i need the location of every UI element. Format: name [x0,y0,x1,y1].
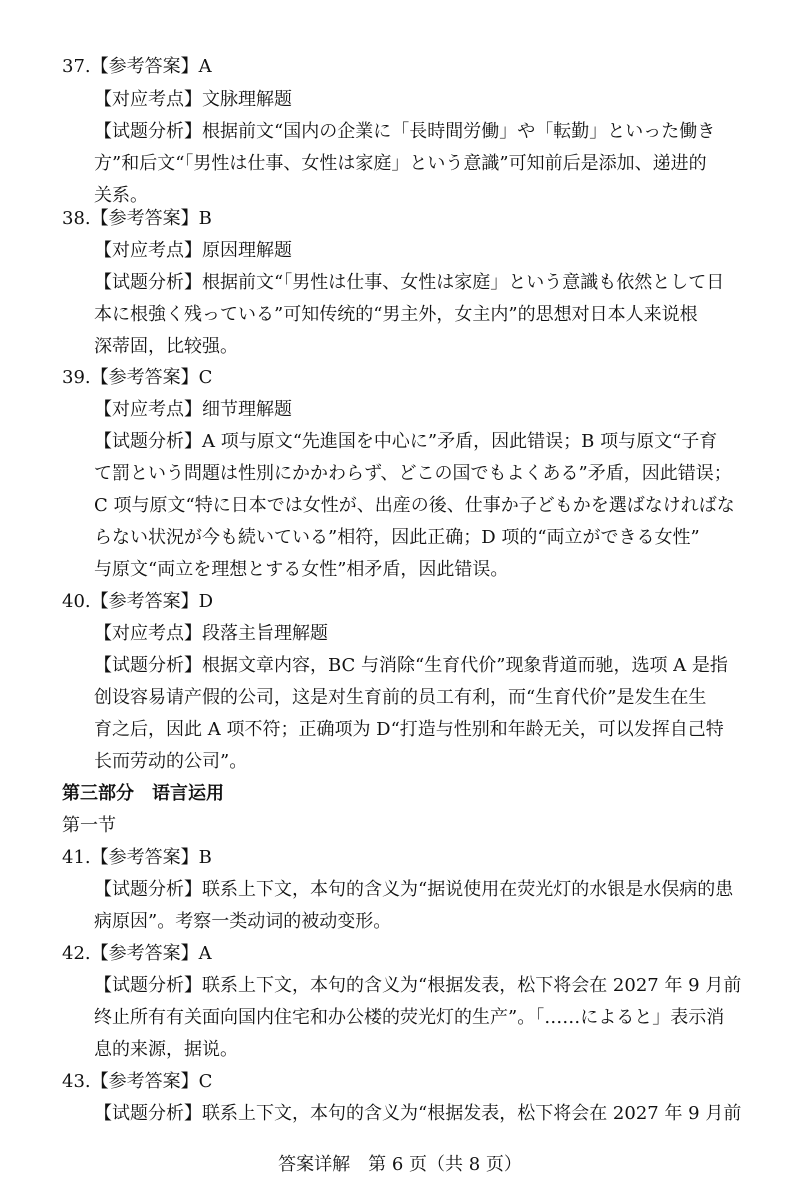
q37-header [62,55,212,79]
q41-number: 41. [62,847,91,868]
q40-analysis-line: 创设容易请产假的公司，这是对生育前的员工有利，而“生育代价”是发生在生 [94,687,707,708]
q40-header [62,590,213,614]
q42-analysis-line: 【试题分析】联系上下文，本句的含义为“根据发表，松下将会在 2027 年 9 月前 [94,975,742,996]
q39-point: 【对应考点】细节理解题 [94,399,292,420]
q38-answer: 【参考答案】B [90,208,212,229]
q37-analysis-line: 方”和后文“「男性は仕事、女性は家庭」という意識”可知前后是添加、递进的 [94,153,707,174]
q38-header [62,207,212,231]
q40-analysis-line: 长而劳动的公司”。 [94,751,248,772]
q37-analysis-line: 关系。 [94,185,148,206]
q38-analysis-line: 【试题分析】根据前文“「男性は仕事、女性は家庭」という意識も依然として日 [94,272,725,293]
q39-number: 39. [62,367,91,388]
q42-number: 42. [62,943,91,964]
q41-analysis-line: 病原因”。考察一类动词的被动变形。 [94,911,392,932]
page-footer: 答案详解 第 6 页（共 8 页） [278,1154,522,1175]
q38-analysis-line: 本に根強く残っている”可知传统的“男主外，女主内”的思想对日本人来说根 [94,304,698,325]
q39-analysis-line: C 项与原文“特に日本では女性が、出産の後、仕事か子どもかを選ばなければな [94,495,735,516]
q41-analysis-line: 【试题分析】联系上下文，本句的含义为“据说使用在荧光灯的水银是水俣病的患 [94,879,734,900]
q39-analysis-line: 【试题分析】A 项与原文“先進国を中心に”矛盾，因此错误；B 项与原文“子育 [94,431,718,452]
section-subtitle: 第一节 [62,815,116,836]
q38-point: 【对应考点】原因理解题 [94,240,292,261]
q39-header [62,366,212,390]
q40-point: 【对应考点】段落主旨理解题 [94,623,328,644]
q40-analysis-line: 育之后，因此 A 项不符；正确项为 D“打造与性别和年龄无关，可以发挥自己特 [94,719,724,740]
q43-answer: 【参考答案】C [90,1071,213,1092]
section-title: 第三部分 语言运用 [62,783,224,804]
q42-header [62,942,212,966]
q37-point: 【对应考点】文脉理解题 [94,89,292,110]
q39-analysis-line: て罰という問題は性別にかかわらず、どこの国でもよくある”矛盾，因此错误； [94,463,732,484]
q40-number: 40. [62,591,91,612]
q43-header [62,1070,212,1094]
q39-analysis-line: 与原文“両立を理想とする女性”相矛盾，因此错误。 [94,559,509,580]
q39-analysis-line: らない状況が今も続いている”相符，因此正确；D 项的“両立ができる女性” [94,527,700,548]
q37-answer: 【参考答案】A [90,56,212,77]
q37-analysis-line: 【试题分析】根据前文“国内の企業に「長時間労働」や「転勤」といった働き [94,121,716,142]
q37-number: 37. [62,56,91,77]
q41-answer: 【参考答案】B [90,847,212,868]
q42-analysis-line: 终止所有有关面向国内住宅和办公楼的荧光灯的生产”。「……によると」表示消 [94,1007,725,1028]
q40-answer: 【参考答案】D [90,591,214,612]
q42-analysis-line: 息的来源，据说。 [94,1039,238,1060]
q39-answer: 【参考答案】C [90,367,213,388]
q43-analysis-line: 【试题分析】联系上下文，本句的含义为“根据发表，松下将会在 2027 年 9 月前 [94,1103,742,1124]
q38-number: 38. [62,208,91,229]
q43-number: 43. [62,1071,91,1092]
q41-header [62,846,212,870]
q40-analysis-line: 【试题分析】根据文章内容，BC 与消除“生育代价”现象背道而驰，选项 A 是指 [94,655,728,676]
q38-analysis-line: 深蒂固，比较强。 [94,336,238,357]
q42-answer: 【参考答案】A [90,943,212,964]
